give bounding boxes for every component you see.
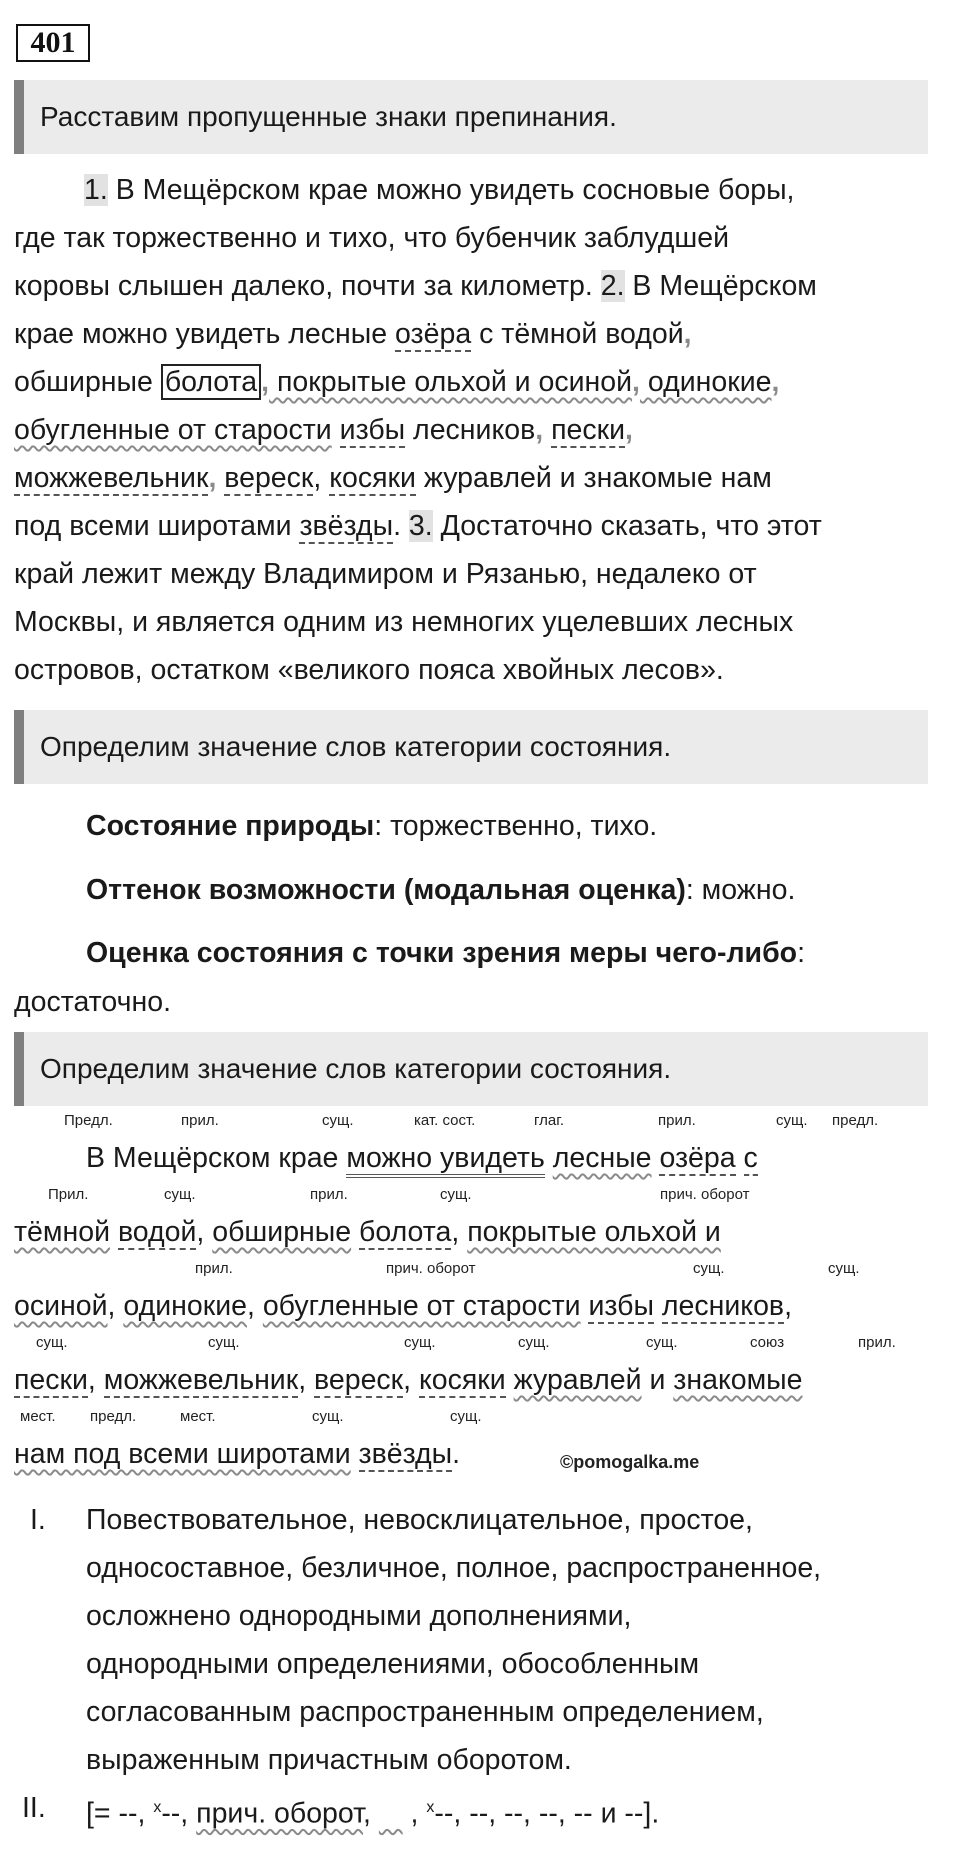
text-line-4	[14, 316, 692, 352]
participle-phrase: осиной	[14, 1290, 108, 1322]
pos-label: прил.	[858, 1334, 896, 1351]
comma: ,	[107, 1290, 124, 1322]
scheme-mark: x	[153, 1799, 162, 1816]
text-fragment: В Мещёрском	[624, 270, 817, 302]
pos-label: союз	[750, 1334, 785, 1351]
parsed-word: лесные	[552, 1142, 652, 1174]
parsed-word: с	[743, 1142, 758, 1174]
text-line-3	[14, 268, 817, 304]
pos-label: сущ.	[693, 1260, 725, 1277]
inserted-comma: ,	[683, 318, 692, 350]
pos-label: сущ.	[322, 1112, 354, 1129]
comma: ,	[403, 1364, 419, 1396]
category-term: Состояние природы	[86, 810, 375, 842]
parse-line-2	[14, 1214, 721, 1250]
parsed-word: лесников	[661, 1290, 785, 1322]
category-value: :	[797, 937, 806, 969]
pos-label: сущ.	[518, 1334, 550, 1351]
text-fragment: крае можно увидеть лесные	[14, 318, 396, 350]
parsed-word: журавлей	[513, 1364, 642, 1396]
pos-label: глаг.	[534, 1112, 565, 1129]
parsed-word: пески	[14, 1364, 88, 1396]
text-fragment: Достаточно сказать, что этот	[432, 510, 822, 542]
pos-label: сущ.	[36, 1334, 68, 1351]
comma: ,	[196, 1216, 213, 1248]
category-modal	[86, 872, 795, 908]
comma: ,	[87, 1364, 104, 1396]
word-izby: избы	[339, 414, 406, 446]
inserted-comma: ,	[261, 366, 270, 398]
parse-line-4	[14, 1362, 803, 1398]
category-measure	[86, 935, 805, 971]
text-line-11: островов, остатком «великого пояса хвойных лесов».	[14, 654, 724, 686]
comma: ,	[246, 1290, 263, 1322]
pos-label: прил.	[658, 1112, 696, 1129]
text-line-8	[14, 508, 822, 544]
parsed-word: звёзды	[358, 1438, 453, 1470]
pos-label: сущ.	[646, 1334, 678, 1351]
scheme-part: --,	[161, 1797, 197, 1830]
pos-label: сущ.	[404, 1334, 436, 1351]
pos-label: мест.	[20, 1408, 56, 1425]
text-line-7	[14, 460, 772, 496]
pos-label: прич. оборот	[660, 1186, 750, 1203]
parsed-word: болота	[359, 1216, 452, 1248]
pos-label: сущ.	[208, 1334, 240, 1351]
parsed-word: косяки	[418, 1364, 506, 1396]
task-number: 401	[16, 24, 90, 62]
parsed-word: одинокие	[123, 1290, 247, 1322]
predicate-word: увидеть	[440, 1142, 545, 1178]
list-marker-2: II.	[22, 1792, 46, 1824]
category-nature	[86, 808, 657, 844]
sentence-number-3: 3.	[408, 510, 433, 542]
category-term: Оценка состояния с точки зрения меры чего-либо	[86, 937, 798, 969]
scheme-part: ,	[363, 1797, 379, 1830]
word-zvezdy: звёзды	[299, 510, 394, 542]
pos-label: предл.	[832, 1112, 879, 1129]
participle-phrase: покрытые ольхой и осиной	[269, 366, 633, 398]
predicate-word: можно	[346, 1142, 432, 1178]
pos-label: кат. сост.	[414, 1112, 476, 1129]
word-bolota: болота	[161, 364, 261, 400]
parsed-word: можжевельник	[103, 1364, 299, 1396]
scheme-mark: x	[426, 1799, 435, 1816]
participle-phrase: обугленные от старости	[262, 1290, 581, 1322]
analysis-line-4: однородными определениями, обособленным	[86, 1648, 700, 1680]
category-measure-value: достаточно.	[14, 986, 172, 1018]
comma: ,	[298, 1364, 315, 1396]
text-line-1	[84, 172, 794, 208]
category-term: Оттенок возможности (модальная оценка)	[86, 874, 686, 906]
participle-phrase-2: обугленные от старости	[14, 414, 332, 446]
scheme-participle: прич. оборот	[196, 1797, 364, 1830]
text-line-9: край лежит между Владимиром и Рязанью, недалеко от	[14, 558, 757, 590]
comma: ,	[784, 1290, 792, 1322]
sentence-number-2: 2.	[600, 270, 625, 302]
parsed-fragment: В Мещёрском крае	[86, 1142, 339, 1174]
analysis-line-2: односоставное, безличное, полное, распространенное,	[86, 1552, 822, 1584]
category-value: : можно.	[685, 874, 796, 906]
inserted-comma: ,	[625, 414, 633, 446]
pos-label: прил.	[195, 1260, 233, 1277]
pos-label: прил.	[181, 1112, 219, 1129]
section-heading-parsing: Определим значение слов категории состояния.	[14, 1032, 928, 1106]
text-fragment: журавлей и знакомые нам	[415, 462, 772, 494]
text-fragment: где так торжественно и тихо, что бубенчик заблудшей	[14, 222, 730, 254]
comma: ,	[313, 462, 322, 494]
text-fragment: лесников	[405, 414, 536, 446]
pos-label: сущ.	[450, 1408, 482, 1425]
text-line-10: Москвы, и является одним из немногих уцелевших лесных	[14, 606, 794, 638]
category-value: : торжественно, тихо.	[374, 810, 658, 842]
inserted-comma: ,	[632, 366, 640, 398]
pos-label: прич. оборот	[386, 1260, 476, 1277]
list-marker-1: I.	[30, 1504, 46, 1536]
participle-phrase: покрытые ольхой и	[467, 1216, 721, 1248]
pos-label: сущ.	[828, 1260, 860, 1277]
word-mozhzhevelnik: можжевельник	[14, 462, 209, 494]
text-fragment: с тёмной водой	[471, 318, 684, 350]
analysis-line-1: Повествовательное, невосклицательное, простое,	[86, 1504, 753, 1536]
pos-label: сущ.	[440, 1186, 472, 1203]
parse-line-5	[14, 1436, 460, 1472]
parse-line-1	[86, 1140, 758, 1176]
text-line-6	[14, 412, 633, 448]
word-kosyaki: косяки	[329, 462, 416, 494]
text-fragment: В Мещёрском крае можно увидеть сосновые боры,	[107, 174, 795, 206]
parsed-word: вереск	[314, 1364, 404, 1396]
text-line-2	[14, 220, 729, 256]
text-line-5	[14, 364, 779, 400]
pos-label: предл.	[90, 1408, 137, 1425]
pos-label: мест.	[180, 1408, 216, 1425]
text-fragment: под всеми широтами	[14, 510, 300, 542]
word-veresk: вереск	[224, 462, 314, 494]
sentence-scheme	[86, 1790, 659, 1832]
analysis-line-6: выраженным причастным оборотом.	[86, 1744, 572, 1776]
section-heading-state-words: Определим значение слов категории состояния.	[14, 710, 928, 784]
parsed-word: знакомые	[673, 1364, 803, 1396]
period: .	[452, 1438, 461, 1470]
parsed-fragment: нам под всеми широтами	[14, 1438, 351, 1470]
text-fragment: коровы слышен далеко, почти за километр.	[14, 270, 601, 302]
analysis-line-3: осложнено однородными дополнениями,	[86, 1600, 632, 1632]
scheme-part: --, --, --, --, -- и --].	[434, 1797, 660, 1830]
parsed-word: водой	[117, 1216, 197, 1248]
word-odinokie: одинокие	[639, 366, 772, 398]
text-fragment: обширные	[14, 366, 161, 398]
scheme-blank: ...	[378, 1797, 403, 1830]
text-fragment: .	[393, 510, 409, 542]
comma: ,	[451, 1216, 468, 1248]
text-fragment	[332, 414, 340, 446]
parsed-word: обширные	[212, 1216, 352, 1248]
parse-line-3	[14, 1288, 792, 1324]
pos-label: сущ.	[312, 1408, 344, 1425]
analysis-line-5: согласованным распространенным определением,	[86, 1696, 764, 1728]
sentence-number-1: 1.	[84, 174, 108, 206]
parsed-word: тёмной	[14, 1216, 111, 1248]
parsed-word: избы	[588, 1290, 654, 1322]
scheme-part: [= --,	[86, 1797, 154, 1830]
word-peski: пески	[551, 414, 625, 446]
pos-label: сущ.	[164, 1186, 196, 1203]
pos-label: сущ.	[776, 1112, 808, 1129]
inserted-comma: ,	[771, 366, 780, 398]
scheme-part: ,	[402, 1797, 427, 1830]
inserted-comma: ,	[535, 414, 544, 446]
parsed-word: озёра	[659, 1142, 736, 1174]
section-heading-punctuation: Расставим пропущенные знаки препинания.	[14, 80, 928, 154]
conjunction: и	[641, 1364, 674, 1396]
inserted-comma: ,	[208, 462, 217, 494]
pos-label: Прил.	[48, 1186, 89, 1203]
copyright-watermark: ©pomogalka.me	[560, 1452, 700, 1472]
pos-label: прил.	[310, 1186, 348, 1203]
pos-label: Предл.	[64, 1112, 113, 1129]
word-ozera: озёра	[395, 318, 472, 350]
